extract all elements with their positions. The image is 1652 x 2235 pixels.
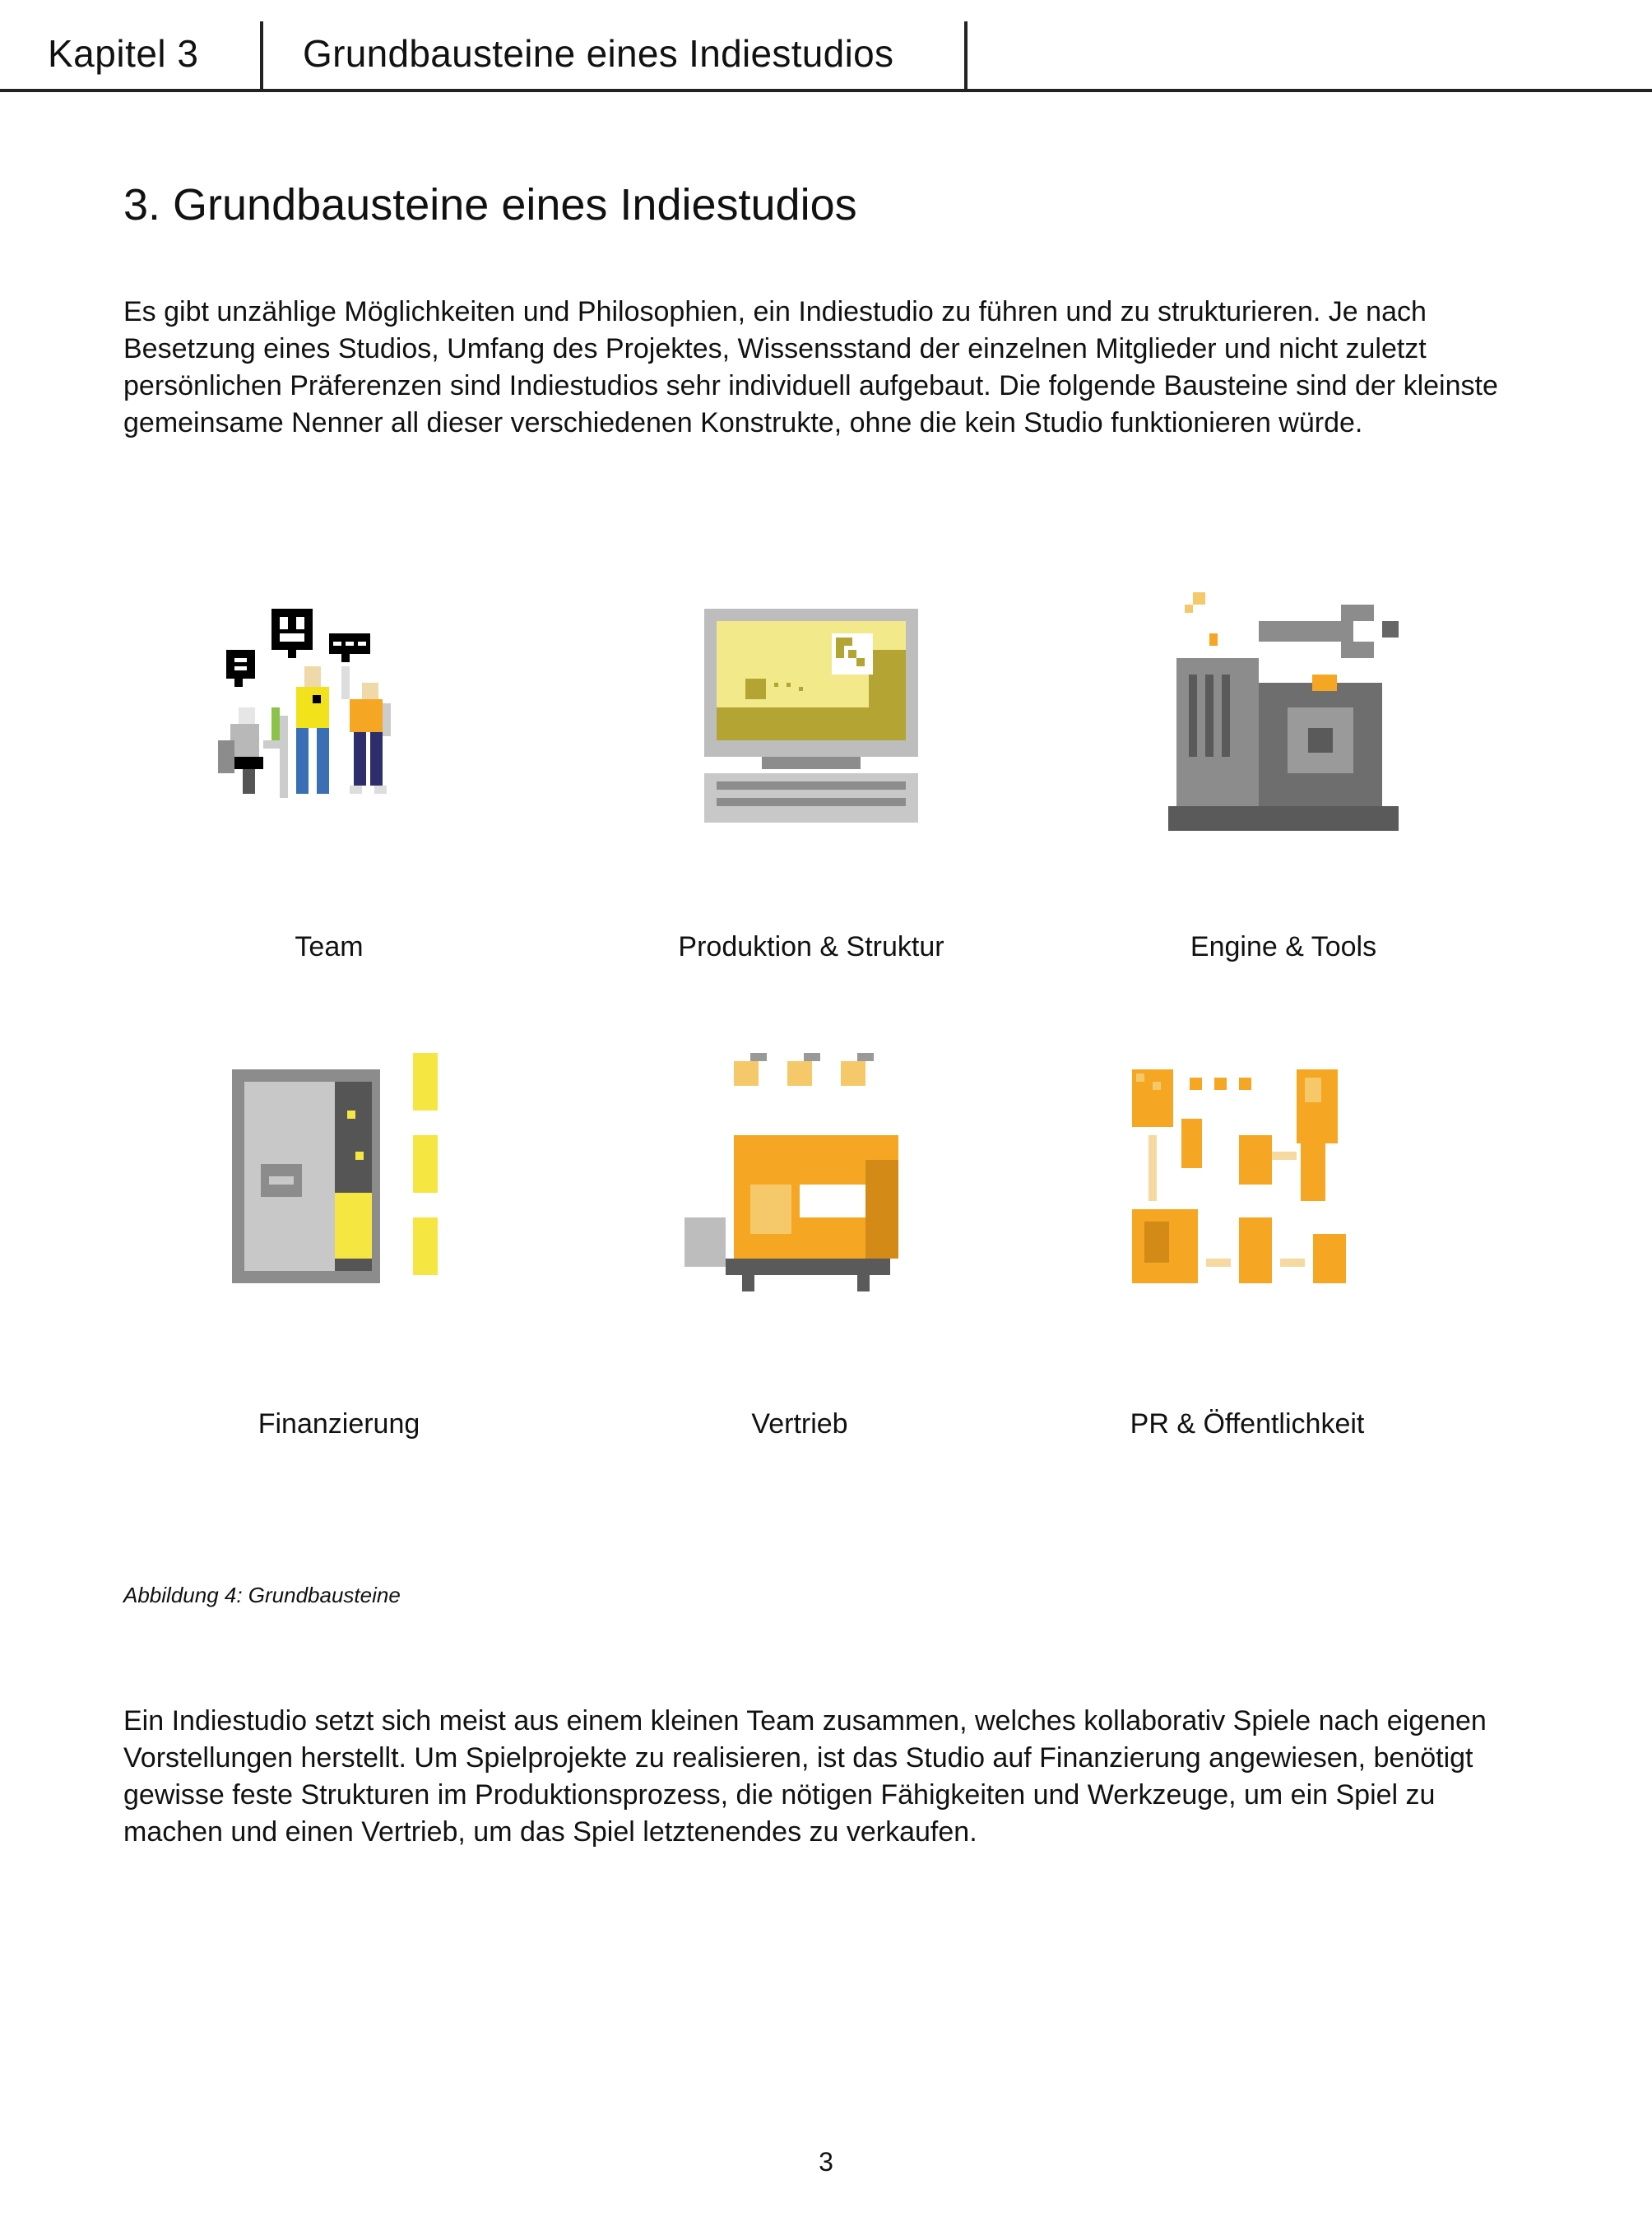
header-divider <box>260 21 263 92</box>
printer-pixel-icon <box>676 1053 923 1300</box>
block-label: PR & Öffentlichkeit <box>1130 1408 1365 1440</box>
block-production <box>581 592 1042 962</box>
block-label: Finanzierung <box>258 1408 420 1440</box>
header-rule <box>0 89 1652 92</box>
block-pr <box>1017 1053 1478 1440</box>
computer-pixel-icon <box>688 592 935 839</box>
chapter-label: Kapitel 3 <box>48 32 199 75</box>
page-number: 3 <box>819 2147 833 2177</box>
running-header <box>0 0 1652 92</box>
figure-caption: Abbildung 4: Grundbausteine <box>123 1583 401 1607</box>
block-engine <box>1053 592 1514 962</box>
page-title: 3. Grundbausteine eines Indiestudios <box>123 180 857 230</box>
team-pixel-icon <box>206 592 452 839</box>
safe-coins-pixel-icon <box>216 1053 462 1300</box>
header-divider <box>964 21 968 92</box>
network-pixel-icon <box>1124 1053 1371 1300</box>
engine-wrench-pixel-icon <box>1160 592 1407 839</box>
block-label: Vertrieb <box>751 1408 848 1440</box>
chapter-title: Grundbausteine eines Indiestudios <box>303 32 894 75</box>
block-label: Team <box>295 931 364 962</box>
block-team <box>99 592 559 962</box>
block-label: Engine & Tools <box>1190 931 1377 962</box>
block-distribution <box>569 1053 1030 1440</box>
block-label: Produktion & Struktur <box>678 931 944 962</box>
body-paragraph: Ein Indiestudio setzt sich meist aus einem kleinen Team zusammen, welches kollaborativ Spiele nach eigenen Vorstellungen herstellt. Um Spielprojekte zu realisieren, ist das Studio auf Finanzierung angewiesen, benötigt gewisse feste Strukturen im Produktionsprozess, die nötigen Fähigkeiten und Werkzeuge, um ein Spiel zu machen und einen Vertrieb, um das Spiel letztenendes zu verkaufen. <box>123 1705 1487 1848</box>
intro-paragraph: Es gibt unzählige Möglichkeiten und Philosophien, ein Indiestudio zu führen und zu strukturieren. Je nach Besetzung eines Studios, Umfang des Projektes, Wissensstand der einzelnen Mitglieder und nicht zuletzt persönlichen Präferenzen sind Indiestudios sehr individuell aufgebaut. Die folgende Bausteine sind der kleinste gemeinsame Nenner all dieser verschiedenen Konstrukte, ohne die kein Studio funktionieren würde. <box>123 296 1498 438</box>
block-finance <box>109 1053 569 1440</box>
